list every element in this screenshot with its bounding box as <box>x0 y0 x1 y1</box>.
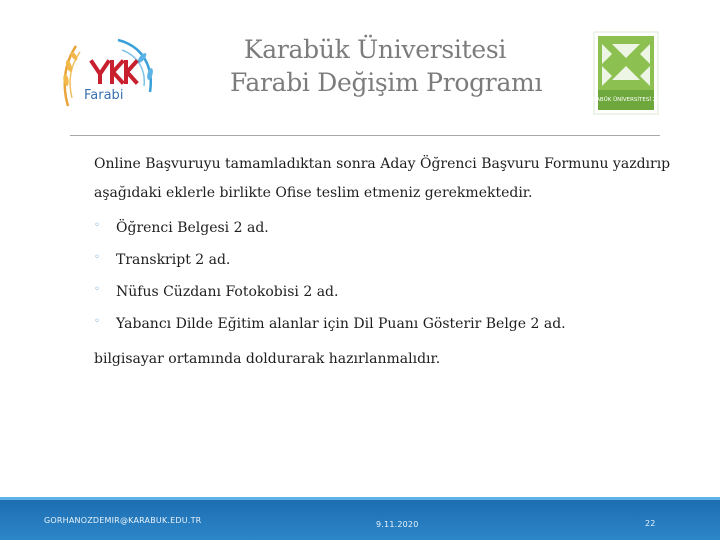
karabuk-university-logo <box>585 30 667 116</box>
title-program: Farabi Değişim Programı <box>230 68 543 97</box>
footer-highlight <box>0 497 720 500</box>
list-item <box>94 212 694 244</box>
list-item-text: Öğrenci Belgesi 2 ad. <box>116 220 269 236</box>
bullet-icon: ◦ <box>94 284 100 295</box>
slide-content <box>94 150 694 375</box>
farabi-logo-text: Farabi <box>84 88 124 103</box>
intro-paragraph: Online Başvuruyu tamamladıktan sonra Aday Öğrenci Başvuru Formunu yazdırıp aşağıdaki eklerle birlikte Ofise teslim etmeniz gerekmektedir. <box>94 156 671 201</box>
list-item-text: Nüfus Cüzdanı Fotokobisi 2 ad. <box>116 284 339 300</box>
list-item <box>94 276 694 308</box>
kbu-logo-text: KARABÜK ÜNİVERSİTESİ 2007 <box>585 97 667 103</box>
footer-email: GORHANOZDEMIR@KARABUK.EDU.TR <box>44 516 202 525</box>
farabi-logo <box>58 36 160 112</box>
page-number: 22 <box>645 519 656 528</box>
footer-date: 9.11.2020 <box>376 520 419 529</box>
header-title <box>230 34 543 100</box>
header <box>0 0 720 136</box>
header-divider <box>70 135 660 136</box>
list-item <box>94 308 694 340</box>
title-university: Karabük Üniversitesi <box>243 35 507 64</box>
bullet-icon: ◦ <box>94 220 100 231</box>
bullet-icon: ◦ <box>94 252 100 263</box>
bullet-icon: ◦ <box>94 316 100 327</box>
requirements-list <box>94 212 694 340</box>
list-item-text: Yabancı Dilde Eğitim alanlar için Dil Puanı Gösterir Belge 2 ad. <box>116 316 566 332</box>
list-item-text: Transkript 2 ad. <box>116 252 231 268</box>
list-item <box>94 244 694 276</box>
closing-text: bilgisayar ortamında doldurarak hazırlanmalıdır. <box>94 351 441 367</box>
